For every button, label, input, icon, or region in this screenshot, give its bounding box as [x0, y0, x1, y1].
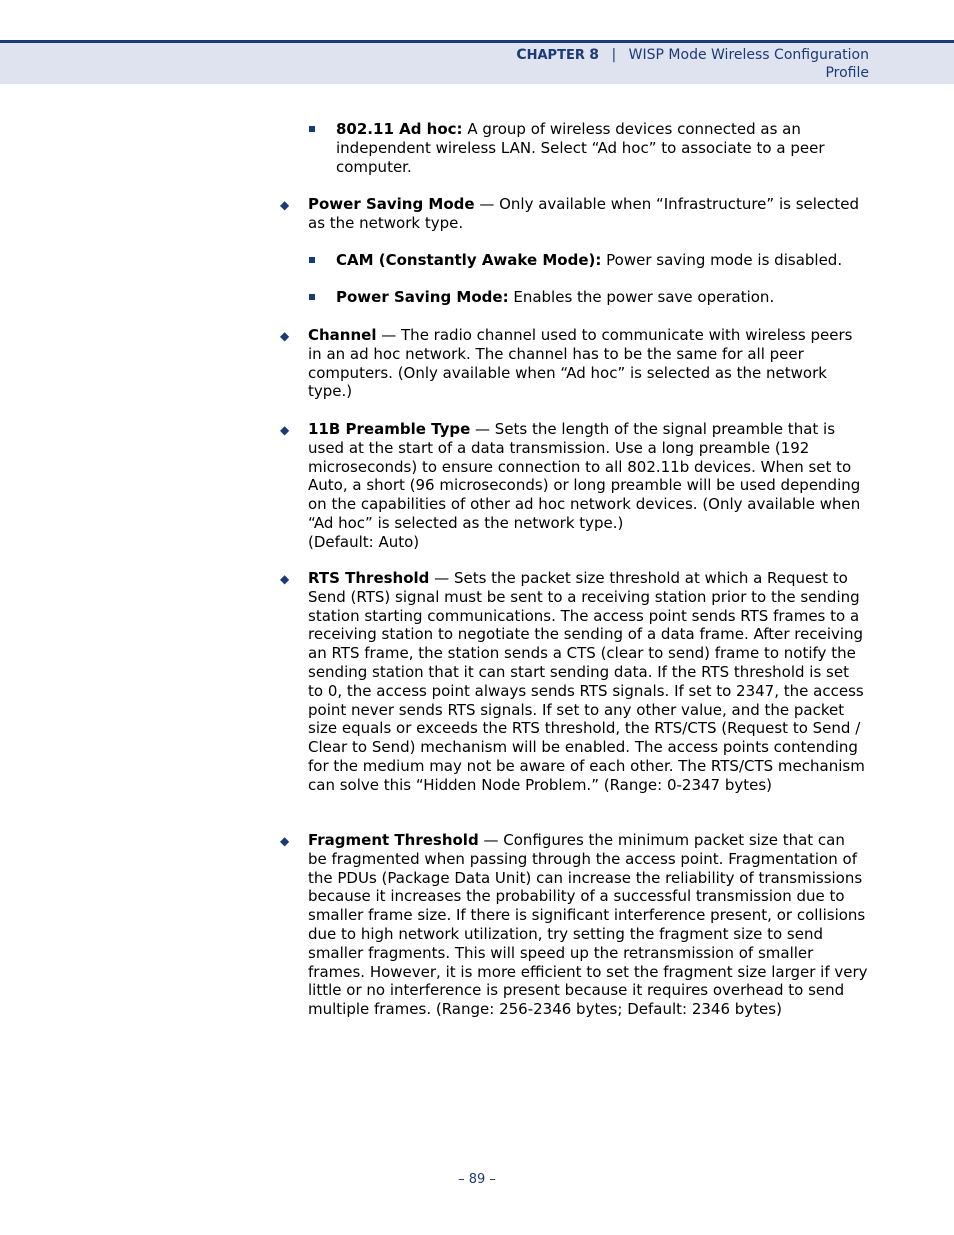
- square-bullet-icon: [309, 294, 315, 300]
- list-item: [336, 288, 868, 307]
- item-default: (Default: Auto): [308, 532, 420, 551]
- page-number: – 89 –: [458, 1172, 496, 1187]
- diamond-bullet-icon: ◆: [280, 834, 290, 848]
- list-item: [280, 420, 868, 552]
- list-item: [280, 195, 868, 233]
- item-text: — Sets the packet size threshold at which a Request to Send (RTS) signal must be sent to a receiving station prior to the sending station starting communications. The access point sends RTS frames to a receiving station to negotiate the sending of a data frame. After receiving an RTS frame, the station sends a CTS (clear to send) frame to notify the sending station that it can start sending data. If the RTS threshold is set to 0, the access point always sends RTS signals. If set to 2347, the access point never sends RTS signals. If set to any other value, and the packet size equals or exceeds the RTS threshold, the RTS/CTS (Request to Send / Clear to Send) mechanism will be enabled. The access points contending for the medium may not be aware of each other. The RTS/CTS mechanism can solve this “Hidden Node Problem.” (Range: 0-2347 bytes): [308, 569, 865, 794]
- item-text: — Sets the length of the signal preamble that is used at the start of a data transmission. Use a long preamble (192 microseconds) to ensure connection to all 802.11b devices. When set to Auto, a short (96 microseconds) or long preamble will be used depending on the capabilities of other ad hoc network devices. (Only available when “Ad hoc” is selected as the network type.): [308, 420, 861, 532]
- item-term: Power Saving Mode:: [336, 288, 509, 306]
- chapter-title: WISP Mode Wireless Configuration: [628, 47, 869, 63]
- item-term: CAM (Constantly Awake Mode):: [336, 251, 602, 269]
- list-item: [336, 251, 868, 270]
- square-bullet-icon: [309, 257, 315, 263]
- list-item: [280, 831, 868, 1019]
- chapter-number: 8: [589, 47, 600, 63]
- square-bullet-icon: [309, 126, 315, 132]
- diamond-bullet-icon: ◆: [280, 329, 290, 343]
- list-item: [280, 326, 868, 401]
- item-text: Power saving mode is disabled.: [601, 251, 843, 269]
- diamond-bullet-icon: ◆: [280, 572, 290, 586]
- item-term: 11B Preamble Type: [308, 420, 471, 438]
- header-separator: |: [611, 47, 617, 63]
- section-subtitle: Profile: [825, 65, 869, 81]
- item-text: A group of wireless devices connected as an independent wireless LAN. Select “Ad hoc” to associate to a peer computer.: [336, 120, 825, 176]
- item-term: RTS Threshold: [308, 569, 430, 587]
- running-header: [0, 40, 954, 84]
- item-term: Power Saving Mode: [308, 195, 475, 213]
- item-term: Fragment Threshold: [308, 831, 479, 849]
- diamond-bullet-icon: ◆: [280, 423, 290, 437]
- chapter-label: CHAPTER: [516, 47, 585, 63]
- item-term: 802.11 Ad hoc:: [336, 120, 463, 138]
- diamond-bullet-icon: ◆: [280, 198, 290, 212]
- item-text: — Configures the minimum packet size that can be fragmented when passing through the access point. Fragmentation of the PDUs (Package Data Unit) can increase the reliability of transmissions because it increases the probability of a successful transmission due to smaller frame size. If there is significant interference present, or collisions due to high network utilization, try setting the fragment size to send smaller fragments. This will speed up the retransmission of smaller frames. However, it is more efficient to set the fragment size larger if very little or no interference is present because it requires overhead to send multiple frames. (Range: 256-2346 bytes; Default: 2346 bytes): [308, 831, 868, 1019]
- chapter-heading: [516, 46, 869, 65]
- item-text: — The radio channel used to communicate with wireless peers in an ad hoc network. The channel has to be the same for all peer computers. (Only available when “Ad hoc” is selected as the network type.): [308, 326, 853, 401]
- list-item: [336, 120, 868, 176]
- item-text: Enables the power save operation.: [508, 288, 775, 306]
- list-item: [280, 569, 868, 795]
- item-text: — Only available when “Infrastructure” is selected as the network type.: [308, 195, 860, 232]
- item-term: Channel: [308, 326, 377, 344]
